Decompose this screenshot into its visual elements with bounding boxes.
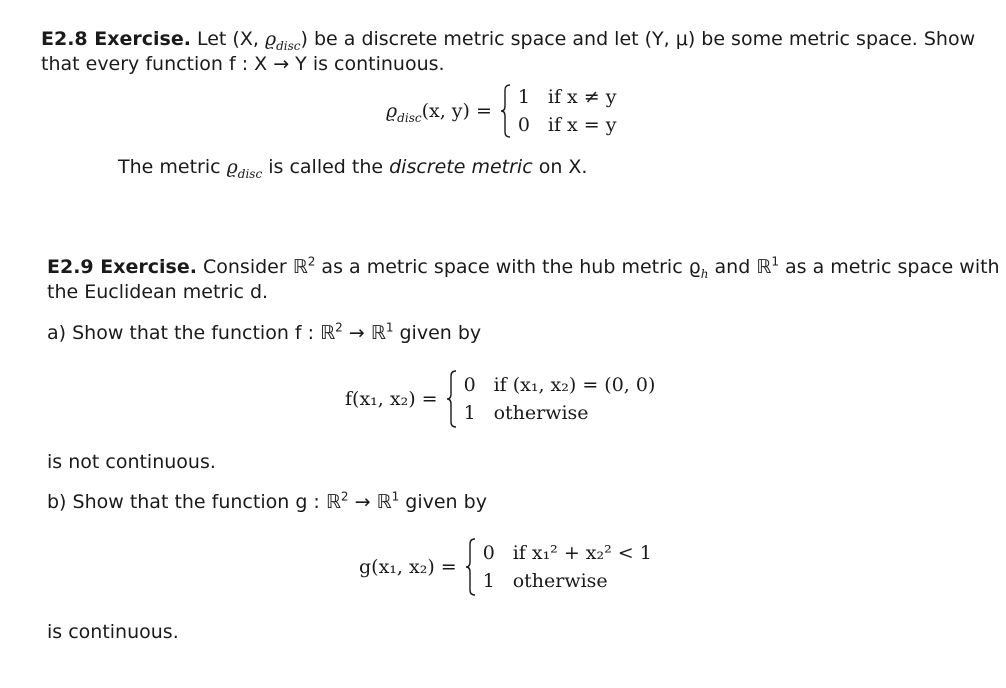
disc-subscript: disc	[276, 38, 301, 53]
part-a-cases	[464, 373, 656, 425]
case-row: 0 if x = y	[517, 114, 617, 136]
left-brace-icon	[465, 538, 477, 596]
ex28-sentence-1-b: ) be a discrete metric space and let (Y, μ) be some metric space. Show	[300, 28, 976, 50]
ex28-line-1	[41, 26, 975, 52]
case-row: 0 if (x₁, x₂) = (0, 0)	[463, 374, 656, 396]
ex28-sentence-2: that every function f : X → Y is continuous.	[41, 53, 445, 75]
ex28-label: E2.8 Exercise.	[41, 28, 191, 50]
ex28-cases	[518, 85, 617, 137]
ex29-line-1: E2.9 Exercise. Consider ℝ$^2$ as a metric space with the hub metric $ϱ_h$ and ℝ$^1$ as a metric space with	[47, 254, 1000, 281]
case-row: 0 if x₁² + x₂² < 1	[482, 542, 652, 564]
ex29-label: E2.9 Exercise.	[47, 256, 197, 278]
case-row: 1 if x ≠ y	[517, 86, 617, 108]
discrete-metric-term: discrete metric	[389, 156, 533, 178]
ex28-sentence-1-a: Let (X,	[196, 28, 265, 50]
ex28-equation	[386, 84, 617, 138]
case-row: 1 otherwise	[463, 402, 589, 424]
left-brace-icon	[446, 370, 458, 428]
ex28-line-2	[41, 51, 445, 77]
part-a-statement: a) Show that the function f : ℝ$^2$ → ℝ$^1$ given by	[47, 320, 482, 344]
part-b-statement: b) Show that the function g : ℝ$^2$ → ℝ$^1$ given by	[47, 489, 487, 513]
part-b-equation: g(x₁, x₂) = 0 if x₁² + x₂² < 1 1 otherwise	[359, 538, 652, 596]
ex28-note: The metric $ϱ_{disc}$ is called the discrete metric on X.	[118, 156, 588, 181]
case-row: 1 otherwise	[482, 570, 608, 592]
left-brace-icon	[500, 84, 512, 138]
part-a-equation: f(x₁, x₂) = 0 if (x₁, x₂) = (0, 0) 1 otherwise	[345, 370, 655, 428]
ex29-line-2: the Euclidean metric d.	[47, 281, 269, 303]
rho-symbol: ϱ	[264, 28, 277, 50]
part-b-conclusion: is continuous.	[47, 621, 179, 643]
part-b-cases	[483, 541, 652, 593]
part-a-conclusion: is not continuous.	[47, 451, 216, 473]
ex28-eq-lhs: $ϱ_{disc}(x$, y) =	[386, 100, 492, 125]
